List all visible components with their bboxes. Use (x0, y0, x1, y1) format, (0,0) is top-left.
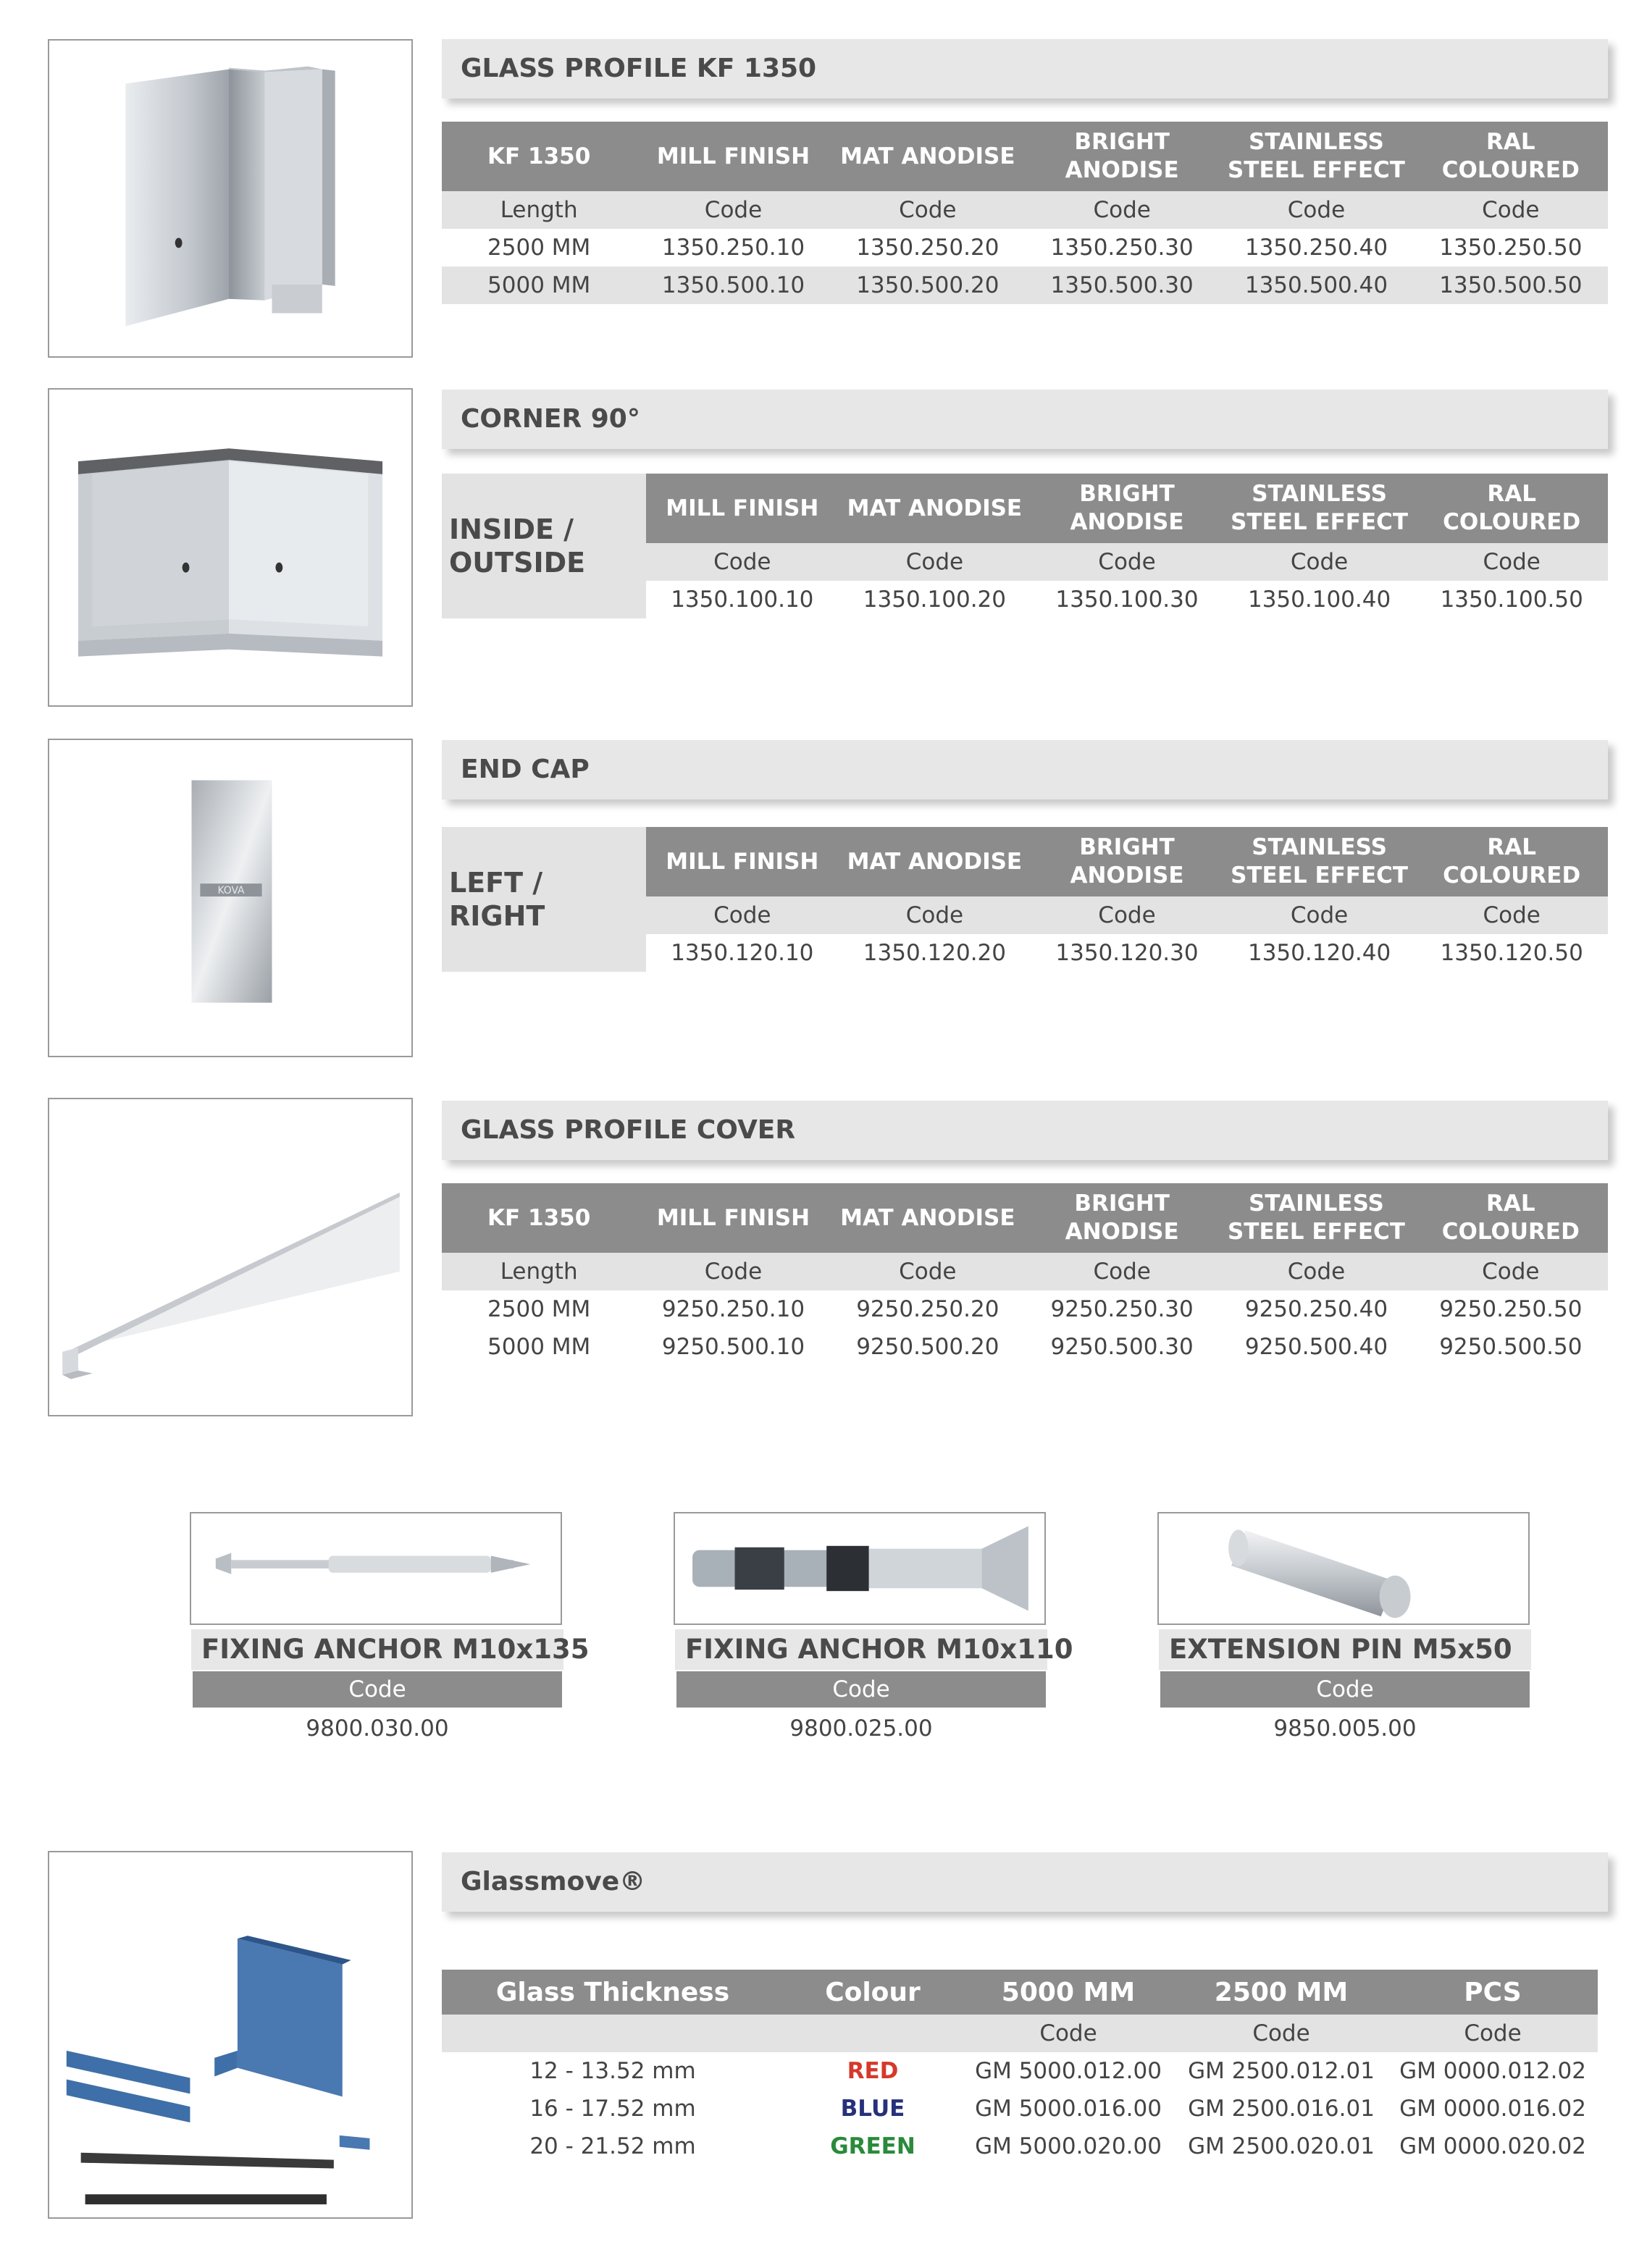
colour-label-green: GREEN (830, 2133, 915, 2159)
table-header: RAL COLOURED (1414, 122, 1608, 191)
table-row (442, 2052, 1598, 2090)
table-cell: 1350.500.30 (1025, 266, 1219, 304)
table-row (442, 266, 1608, 304)
table-cell: 1350.120.50 (1440, 940, 1583, 966)
table-header: RAL COLOURED (1414, 1183, 1608, 1253)
fixing-anchor-icon (675, 1513, 1044, 1624)
kf1350-table (442, 122, 1608, 304)
table-cell: 1350.100.40 (1247, 587, 1391, 613)
extension-pin-image (1157, 1512, 1530, 1625)
table-cell: Code (839, 896, 1031, 934)
kf1350-image (48, 39, 413, 358)
table-header: BRIGHT ANODISE (1025, 1183, 1219, 1253)
table-cell: Length (442, 1253, 636, 1290)
table-cell: Code (962, 2015, 1175, 2052)
table-header: BRIGHT ANODISE (1031, 827, 1223, 896)
table-cell: Code (1219, 1253, 1413, 1290)
anchor-m10x135-image (190, 1512, 562, 1625)
table-header: BRIGHT ANODISE (1025, 122, 1219, 191)
table-header: PCS (1388, 1970, 1598, 2015)
table-cell: Code (636, 191, 830, 229)
table-cell: 9250.250.20 (856, 1296, 999, 1322)
corner-side-label: INSIDE / OUTSIDE (442, 474, 646, 618)
table-cell: 1350.250.40 (1244, 235, 1388, 261)
table-header: KF 1350 (442, 1183, 636, 1253)
cover-image (48, 1098, 413, 1416)
table-cell: Code (1414, 191, 1608, 229)
table-cell: 9250.500.40 (1244, 1334, 1388, 1360)
table-header: STAINLESS STEEL EFFECT (1219, 1183, 1413, 1253)
table-cell: GM 0000.016.02 (1399, 2096, 1586, 2122)
endcap-table (442, 827, 1608, 972)
table-cell: Code (1415, 896, 1608, 934)
table-header: MILL FINISH (646, 827, 839, 896)
table-cell: 1350.120.30 (1055, 940, 1199, 966)
kf1350-title: GLASS PROFILE KF 1350 (442, 39, 1608, 98)
table-cell: 9250.250.40 (1244, 1296, 1388, 1322)
table-header: RAL COLOURED (1415, 474, 1608, 543)
colour-label-blue: BLUE (840, 2096, 905, 2122)
table-subheader-row (442, 2015, 1598, 2052)
corner-illustration (49, 390, 411, 705)
table-header: MAT ANODISE (831, 1183, 1025, 1253)
table-cell: 1350.500.20 (831, 266, 1025, 304)
table-cell: 9250.500.10 (661, 1334, 805, 1360)
table-cell: 1350.100.50 (1440, 587, 1583, 613)
table-cell: 1350.100.30 (1055, 587, 1199, 613)
table-cell: Code (1025, 191, 1219, 229)
anchor-m10x110-image (674, 1512, 1046, 1625)
table-cell: Code (636, 1253, 830, 1290)
table-cell: Code (1388, 2015, 1598, 2052)
table-header: MAT ANODISE (831, 122, 1025, 191)
anchor-m10x135-title: FIXING ANCHOR M10x135 (191, 1629, 563, 1670)
table-cell: Code (839, 543, 1031, 581)
anchor-m10x110-code-header: Code (676, 1671, 1046, 1708)
table-cell: Code (831, 191, 1025, 229)
table-cell: Code (1223, 896, 1416, 934)
anchor-m10x110-title: FIXING ANCHOR M10x110 (675, 1629, 1047, 1670)
kova-logo: KOVA (217, 885, 245, 897)
glassmove-image (48, 1851, 413, 2219)
table-cell: Code (1223, 543, 1416, 581)
table-row (442, 2090, 1598, 2128)
cover-illustration (49, 1099, 411, 1415)
table-cell: 1350.120.10 (671, 940, 814, 966)
table-cell: 1350.120.20 (863, 940, 1006, 966)
table-cell: Code (1415, 543, 1608, 581)
cover-title: GLASS PROFILE COVER (442, 1101, 1608, 1160)
table-cell: 1350.500.50 (1414, 266, 1608, 304)
table-cell: Code (1414, 1253, 1608, 1290)
table-cell: 9250.250.10 (661, 1296, 805, 1322)
corner-title: CORNER 90° (442, 390, 1608, 449)
table-cell: 1350.250.30 (1050, 235, 1194, 261)
table-header: STAINLESS STEEL EFFECT (1223, 827, 1416, 896)
table-subheader-row (442, 1253, 1608, 1290)
table-header: STAINLESS STEEL EFFECT (1223, 474, 1416, 543)
glassmove-title: Glassmove® (442, 1852, 1608, 1912)
table-header: 5000 MM (962, 1970, 1175, 2015)
table-header: MILL FINISH (636, 122, 830, 191)
table-cell: 1350.250.20 (856, 235, 999, 261)
table-cell: 20 - 21.52 mm (529, 2133, 696, 2159)
endcap-title: END CAP (442, 740, 1608, 799)
table-cell: 16 - 17.52 mm (529, 2096, 696, 2122)
endcap-illustration (49, 740, 411, 1056)
table-cell: GM 2500.020.01 (1188, 2133, 1375, 2159)
table-cell: GM 2500.012.01 (1188, 2058, 1375, 2084)
table-subheader-row (442, 191, 1608, 229)
table-cell: Code (646, 896, 839, 934)
table-cell: Length (442, 191, 636, 229)
table-header: MILL FINISH (636, 1183, 830, 1253)
table-header: MAT ANODISE (839, 827, 1031, 896)
table-cell: 5000 MM (487, 1334, 591, 1360)
table-cell: 1350.100.10 (671, 587, 814, 613)
table-cell: 9250.500.50 (1439, 1334, 1583, 1360)
table-cell: GM 5000.012.00 (975, 2058, 1162, 2084)
table-cell: Code (831, 1253, 1025, 1290)
table-cell (784, 2015, 962, 2052)
glassmove-table (442, 1970, 1598, 2165)
cover-table (442, 1183, 1608, 1366)
table-cell: 5000 MM (442, 266, 636, 304)
glassmove-illustration (49, 1852, 411, 2217)
endcap-image (48, 739, 413, 1057)
table-cell: 12 - 13.52 mm (529, 2058, 696, 2084)
table-header: 2500 MM (1175, 1970, 1388, 2015)
table-header: KF 1350 (442, 122, 636, 191)
corner-image (48, 388, 413, 707)
table-cell: 9250.500.20 (856, 1334, 999, 1360)
extension-pin-code-header: Code (1160, 1671, 1530, 1708)
colour-label-red: RED (847, 2058, 899, 2084)
anchor-m10x135-code-header: Code (193, 1671, 562, 1708)
table-cell: 1350.120.40 (1247, 940, 1391, 966)
table-row (442, 229, 1608, 266)
table-cell: GM 2500.016.01 (1188, 2096, 1375, 2122)
glass-profile-illustration (49, 41, 411, 356)
extension-pin-title: EXTENSION PIN M5x50 (1159, 1629, 1531, 1670)
table-cell: Code (1025, 1253, 1219, 1290)
table-cell: GM 0000.012.02 (1399, 2058, 1586, 2084)
table-cell: GM 5000.016.00 (975, 2096, 1162, 2122)
extension-pin-icon (1159, 1513, 1528, 1624)
table-cell: Code (1031, 543, 1223, 581)
table-cell: Code (1219, 191, 1413, 229)
table-cell: 9250.250.50 (1439, 1296, 1583, 1322)
corner-table (442, 474, 1608, 618)
table-row (442, 2128, 1598, 2165)
table-cell: 2500 MM (487, 235, 591, 261)
table-cell: 1350.500.40 (1219, 266, 1413, 304)
table-header: MAT ANODISE (839, 474, 1031, 543)
table-header: MILL FINISH (646, 474, 839, 543)
table-header: BRIGHT ANODISE (1031, 474, 1223, 543)
table-cell: 1350.100.20 (863, 587, 1006, 613)
table-cell: 9250.250.30 (1050, 1296, 1194, 1322)
table-header: RAL COLOURED (1415, 827, 1608, 896)
table-row (442, 1328, 1608, 1366)
table-cell (442, 2015, 784, 2052)
anchor-m10x135-code: 9800.030.00 (306, 1715, 449, 1742)
table-header: Glass Thickness (442, 1970, 784, 2015)
table-header: STAINLESS STEEL EFFECT (1219, 122, 1413, 191)
extension-pin-code: 9850.005.00 (1273, 1715, 1417, 1742)
table-row (442, 1290, 1608, 1328)
fixing-anchor-icon (191, 1513, 561, 1624)
anchor-m10x110-code: 9800.025.00 (789, 1715, 933, 1742)
table-cell: GM 0000.020.02 (1399, 2133, 1586, 2159)
table-cell: 1350.250.50 (1439, 235, 1583, 261)
table-header: Colour (784, 1970, 962, 2015)
table-cell: 2500 MM (487, 1296, 591, 1322)
table-cell: Code (1175, 2015, 1388, 2052)
table-cell: 1350.250.10 (661, 235, 805, 261)
table-cell: 9250.500.30 (1050, 1334, 1194, 1360)
table-cell: Code (1031, 896, 1223, 934)
table-cell: Code (646, 543, 839, 581)
table-cell: GM 5000.020.00 (975, 2133, 1162, 2159)
table-cell: 1350.500.10 (636, 266, 830, 304)
endcap-side-label: LEFT / RIGHT (442, 827, 646, 972)
